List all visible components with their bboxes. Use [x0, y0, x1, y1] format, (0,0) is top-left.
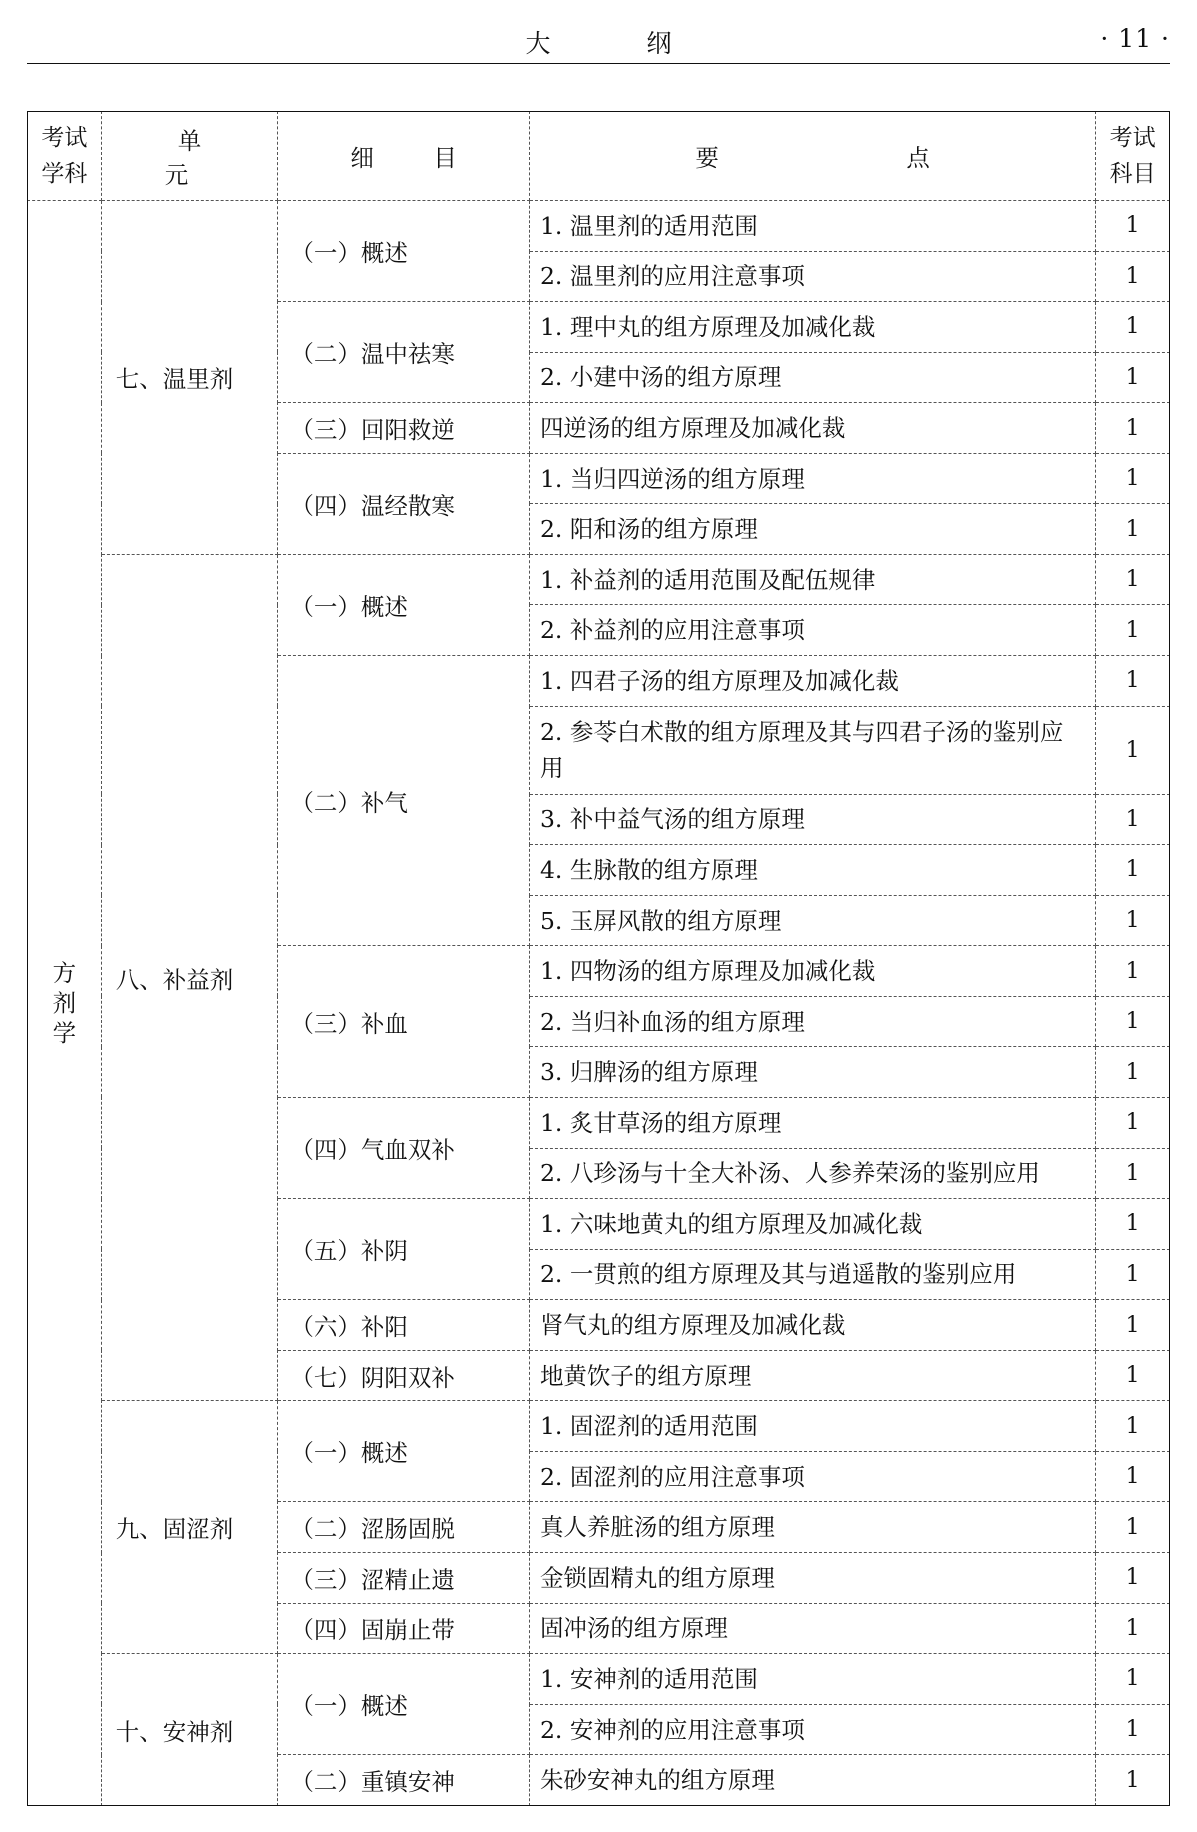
level-cell: 1	[1096, 504, 1170, 555]
subject-label: 方剂学	[52, 958, 77, 1047]
point-cell: 四逆汤的组方原理及加减化裁	[529, 403, 1095, 454]
item-cell: （五）补阴	[278, 1199, 530, 1300]
column-header-subject	[28, 112, 102, 201]
point-cell: 4. 生脉散的组方原理	[529, 845, 1095, 896]
item-cell: （三）涩精止遗	[278, 1553, 530, 1604]
column-header-item: 细 目	[278, 112, 530, 201]
syllabus-table	[27, 111, 1170, 1806]
level-cell: 1	[1096, 1755, 1170, 1806]
level-cell: 1	[1096, 200, 1170, 251]
point-cell: 1. 固涩剂的适用范围	[529, 1401, 1095, 1452]
item-cell: （七）阴阳双补	[278, 1350, 530, 1401]
item-cell: （二）补气	[278, 656, 530, 946]
item-cell: （一）概述	[278, 1401, 530, 1502]
level-cell: 1	[1096, 1300, 1170, 1351]
level-cell: 1	[1096, 1047, 1170, 1098]
level-cell: 1	[1096, 794, 1170, 845]
point-cell: 固冲汤的组方原理	[529, 1603, 1095, 1654]
level-cell: 1	[1096, 1502, 1170, 1553]
table-header-row	[28, 112, 1170, 201]
point-cell: 真人养脏汤的组方原理	[529, 1502, 1095, 1553]
column-header-subject-line2: 学科	[41, 160, 88, 187]
header-title: 大 纲	[525, 29, 716, 58]
point-cell: 1. 四君子汤的组方原理及加减化裁	[529, 656, 1095, 707]
level-cell: 1	[1096, 1603, 1170, 1654]
item-cell: （一）概述	[278, 554, 530, 655]
column-header-subject-line1: 考试	[41, 124, 88, 151]
level-cell: 1	[1096, 845, 1170, 896]
point-cell: 2. 当归补血汤的组方原理	[529, 996, 1095, 1047]
header-rule	[27, 63, 1170, 64]
point-cell: 2. 参苓白术散的组方原理及其与四君子汤的鉴别应用	[529, 706, 1095, 794]
level-cell: 1	[1096, 403, 1170, 454]
point-cell: 2. 补益剂的应用注意事项	[529, 605, 1095, 656]
level-cell: 1	[1096, 1553, 1170, 1604]
table-row	[28, 1401, 1170, 1452]
point-cell: 2. 小建中汤的组方原理	[529, 352, 1095, 403]
column-header-level	[1096, 112, 1170, 201]
level-cell: 1	[1096, 352, 1170, 403]
unit-cell: 九、固涩剂	[101, 1401, 278, 1654]
point-cell: 5. 玉屏风散的组方原理	[529, 895, 1095, 946]
point-cell: 1. 温里剂的适用范围	[529, 200, 1095, 251]
column-header-level-line1: 考试	[1109, 124, 1156, 151]
level-cell: 1	[1096, 605, 1170, 656]
level-cell: 1	[1096, 1350, 1170, 1401]
point-cell: 朱砂安神丸的组方原理	[529, 1755, 1095, 1806]
point-cell: 2. 八珍汤与十全大补汤、人参养荣汤的鉴别应用	[529, 1148, 1095, 1199]
point-cell: 1. 补益剂的适用范围及配伍规律	[529, 554, 1095, 605]
point-cell: 2. 阳和汤的组方原理	[529, 504, 1095, 555]
point-cell: 地黄饮子的组方原理	[529, 1350, 1095, 1401]
page-header	[27, 16, 1170, 64]
point-cell: 肾气丸的组方原理及加减化裁	[529, 1300, 1095, 1351]
column-header-level-line2: 科目	[1109, 160, 1156, 187]
level-cell: 1	[1096, 1704, 1170, 1755]
level-cell: 1	[1096, 302, 1170, 353]
level-cell: 1	[1096, 554, 1170, 605]
point-cell: 1. 炙甘草汤的组方原理	[529, 1097, 1095, 1148]
subject-cell	[28, 200, 102, 1805]
level-cell: 1	[1096, 1249, 1170, 1300]
point-cell: 1. 四物汤的组方原理及加减化裁	[529, 946, 1095, 997]
item-cell: （四）温经散寒	[278, 453, 530, 554]
table-row	[28, 554, 1170, 605]
point-cell: 1. 安神剂的适用范围	[529, 1654, 1095, 1705]
level-cell: 1	[1096, 1097, 1170, 1148]
level-cell: 1	[1096, 251, 1170, 302]
level-cell: 1	[1096, 706, 1170, 794]
level-cell: 1	[1096, 1654, 1170, 1705]
level-cell: 1	[1096, 946, 1170, 997]
item-cell: （三）补血	[278, 946, 530, 1098]
unit-cell: 七、温里剂	[101, 200, 278, 554]
point-cell: 1. 六味地黄丸的组方原理及加减化裁	[529, 1199, 1095, 1250]
item-cell: （一）概述	[278, 1654, 530, 1755]
item-cell: （二）温中祛寒	[278, 302, 530, 403]
item-cell: （一）概述	[278, 200, 530, 301]
point-cell: 3. 归脾汤的组方原理	[529, 1047, 1095, 1098]
page-number: · 11 ·	[1100, 24, 1170, 53]
item-cell: （二）重镇安神	[278, 1755, 530, 1806]
level-cell: 1	[1096, 1199, 1170, 1250]
table-row	[28, 200, 1170, 251]
column-header-unit: 单 元	[101, 112, 278, 201]
level-cell: 1	[1096, 895, 1170, 946]
unit-cell: 十、安神剂	[101, 1654, 278, 1806]
level-cell: 1	[1096, 1148, 1170, 1199]
point-cell: 2. 安神剂的应用注意事项	[529, 1704, 1095, 1755]
level-cell: 1	[1096, 656, 1170, 707]
column-header-points: 要 点	[529, 112, 1095, 201]
level-cell: 1	[1096, 453, 1170, 504]
item-cell: （三）回阳救逆	[278, 403, 530, 454]
point-cell: 2. 温里剂的应用注意事项	[529, 251, 1095, 302]
item-cell: （四）固崩止带	[278, 1603, 530, 1654]
point-cell: 2. 一贯煎的组方原理及其与逍遥散的鉴别应用	[529, 1249, 1095, 1300]
item-cell: （六）补阳	[278, 1300, 530, 1351]
level-cell: 1	[1096, 1401, 1170, 1452]
item-cell: （二）涩肠固脱	[278, 1502, 530, 1553]
point-cell: 3. 补中益气汤的组方原理	[529, 794, 1095, 845]
point-cell: 金锁固精丸的组方原理	[529, 1553, 1095, 1604]
unit-cell: 八、补益剂	[101, 554, 278, 1400]
item-cell: （四）气血双补	[278, 1097, 530, 1198]
level-cell: 1	[1096, 996, 1170, 1047]
table-row	[28, 1654, 1170, 1705]
point-cell: 1. 当归四逆汤的组方原理	[529, 453, 1095, 504]
point-cell: 1. 理中丸的组方原理及加减化裁	[529, 302, 1095, 353]
level-cell: 1	[1096, 1451, 1170, 1502]
point-cell: 2. 固涩剂的应用注意事项	[529, 1451, 1095, 1502]
